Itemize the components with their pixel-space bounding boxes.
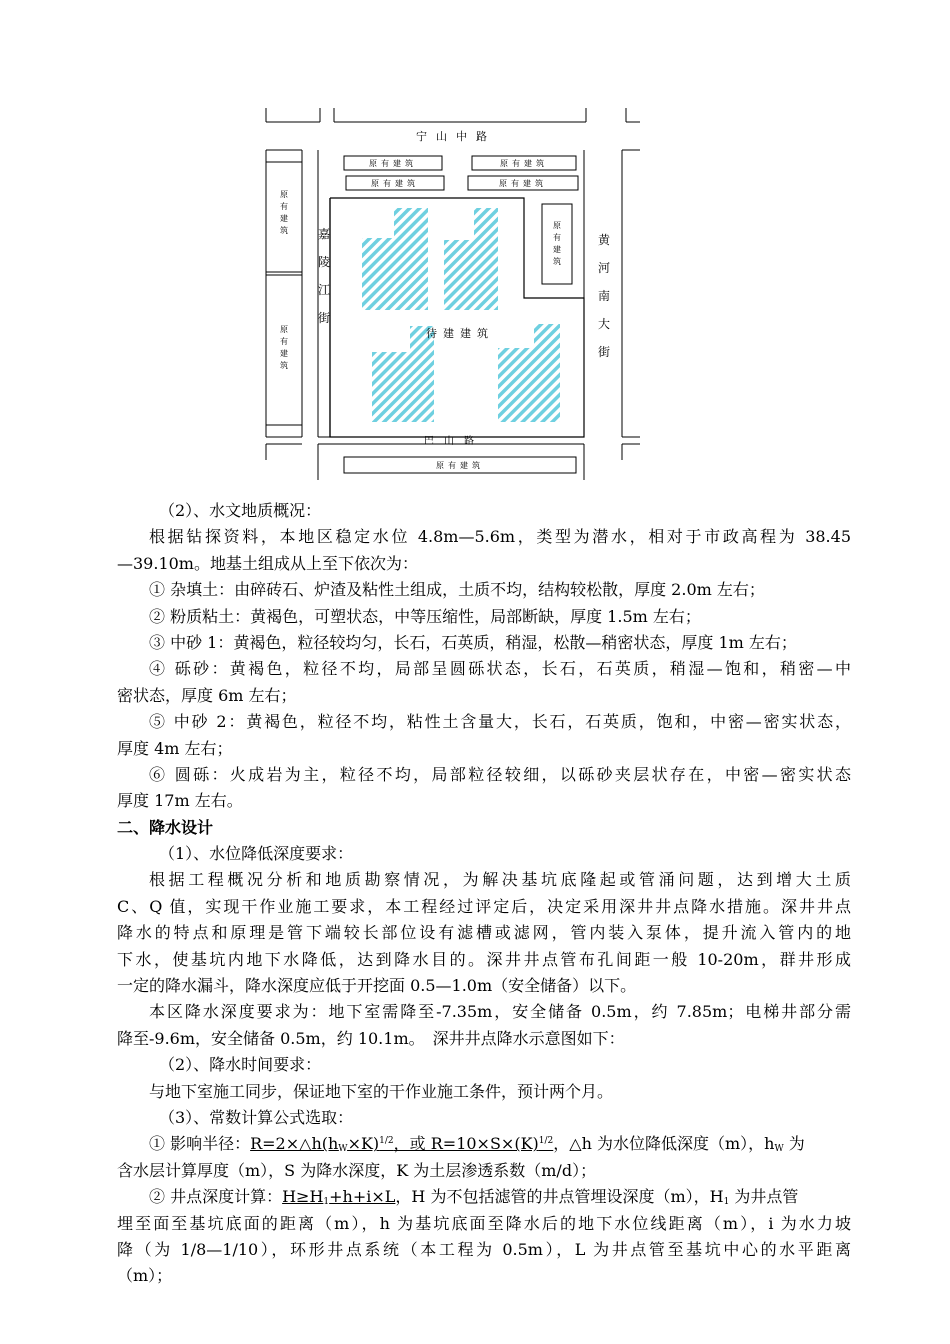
list-item: ① 杂填土：由碎砖石、炉渣及粘性土组成，土质不均，结构较松散，厚度 2.0m 左右； — [149, 580, 765, 600]
list-item: ② 粉质粘土：黄褐色，可塑状态，中等压缩性，局部断缺，厚度 1.5m 左右； — [149, 606, 701, 626]
formula-line: ① 影响半径：$R=2\times\triangle h(h_W\times K)^{1/2}$，或 $R=10\times S\times(K)^{1/2}$，△h 为水位降低深度（m），$h_W$ 为 — [149, 1134, 805, 1155]
paragraph-line: C、Q 值，实现干作业施工要求，本工程经过评定后，决定采用深井井点降水措施。深井井点 — [117, 896, 851, 916]
paragraph-line: —39.10m。地基土组成从上至下依次为： — [117, 553, 418, 573]
road-label-top: 宁山中路 — [416, 130, 496, 143]
section-heading: （2）、降水时间要求： — [159, 1055, 322, 1075]
formula-line: ② 井点深度计算：$H\ge H_1+h+i\times L$，H 为不包括滤管的井点管埋设深度（m），$H_1$ 为井点管 — [149, 1187, 799, 1208]
paragraph-line: 密状态，厚度 6m 左右； — [117, 685, 297, 705]
list-item: ⑥ 圆砾：火成岩为主，粒径不均，局部粒径较细，以砾砂夹层状存在，中密—密实状态 — [149, 764, 851, 784]
road-label-bottom: 巴山路 — [424, 436, 484, 447]
well-depth-formula: $H\ge H_1+h+i\times L$ — [282, 1187, 396, 1208]
building-label: 原有建筑 — [500, 159, 548, 168]
paragraph-line: 含水层计算厚度（m），S 为降水深度，K 为土层渗透系数（m/d）； — [117, 1160, 597, 1180]
list-item: ③ 中砂 1：黄褐色，粒径较均匀，长石，石英质，稍湿，松散—稍密状态，厚度 1m 左右； — [149, 632, 797, 652]
section-heading: （3）、常数计算公式选取： — [159, 1107, 354, 1127]
paragraph-line: 本区降水深度要求为：地下室需降至-7.35m，安全储备 0.5m，约 7.85m；电梯井部分需 — [149, 1002, 851, 1022]
road-label-right: 黄河南大街 — [597, 233, 611, 359]
building-label: 原有建筑 — [436, 461, 484, 470]
paragraph-line: 埋至面至基坑底面的距离（m），h 为基坑底面至降水后的地下水位线距离（m），i 为水力坡 — [117, 1213, 851, 1233]
center-label: 待建建筑 — [426, 327, 494, 340]
paragraph-line: 厚度 4m 左右； — [117, 738, 233, 758]
paragraph-line: （m）； — [117, 1266, 173, 1286]
building-label: 原有建筑 — [371, 179, 419, 188]
road-label-left: 嘉陵江街 — [317, 227, 331, 325]
existing-buildings — [266, 156, 578, 473]
building-label: 原有建筑 — [369, 159, 417, 168]
site-plan-diagram — [258, 100, 646, 480]
document-body — [117, 498, 851, 1290]
paragraph-line: 厚度 17m 左右。 — [117, 791, 243, 811]
building-label-vertical: 原有建筑 — [280, 190, 288, 235]
paragraph-line: 降水的特点和原理是管下端较长部位设有滤槽或滤网，管内装入泵体，提升流入管内的地 — [117, 923, 851, 943]
influence-radius-formula: $R=2\times\triangle h(h_W\times K)^{1/2}$，或 $R=10\times S\times(K)^{1/2}$ — [250, 1134, 554, 1155]
paragraph-line: 根据钻探资料，本地区稳定水位 4.8m—5.6m，类型为潜水，相对于市政高程为 38.45 — [149, 527, 851, 547]
paragraph-line: 一定的降水漏斗，降水深度应低于开挖面 0.5—1.0m（安全储备）以下。 — [117, 976, 637, 996]
building-label-vertical: 原有建筑 — [280, 325, 288, 370]
paragraph-line: 根据工程概况分析和地质勘察情况，为解决基坑底隆起或管涌问题，达到增大土质 — [149, 870, 851, 890]
building-label: 原有建筑 — [499, 179, 547, 188]
paragraph-line: 降（为 1/8—1/10），环形井点系统（本工程为 0.5m），L 为井点管至基坑中心的水平距离 — [117, 1239, 851, 1259]
paragraph-line: 降至-9.6m，安全储备 0.5m，约 10.1m。 深井井点降水示意图如下： — [117, 1028, 625, 1048]
hatch-zones — [362, 208, 560, 422]
building-label-vertical: 原有建筑 — [553, 221, 561, 266]
list-item: ⑤ 中砂 2：黄褐色，粒径不均，粘性土含量大，长石，石英质，饱和，中密—密实状态， — [149, 712, 851, 732]
list-item: ④ 砾砂：黄褐色，粒径不均，局部呈圆砾状态，长石，石英质，稍湿—饱和，稍密—中 — [149, 659, 851, 679]
paragraph-line: 与地下室施工同步，保证地下室的干作业施工条件，预计两个月。 — [149, 1081, 614, 1101]
section-heading: （1）、水位降低深度要求： — [159, 844, 354, 864]
section-heading: （2）、水文地质概况： — [159, 501, 322, 520]
chapter-heading: 二、降水设计 — [117, 817, 214, 837]
paragraph-line: 下水，使基坑内地下水降低，达到降水目的。深井井点管布孔间距一般 10-20m，群井形成 — [117, 949, 851, 969]
